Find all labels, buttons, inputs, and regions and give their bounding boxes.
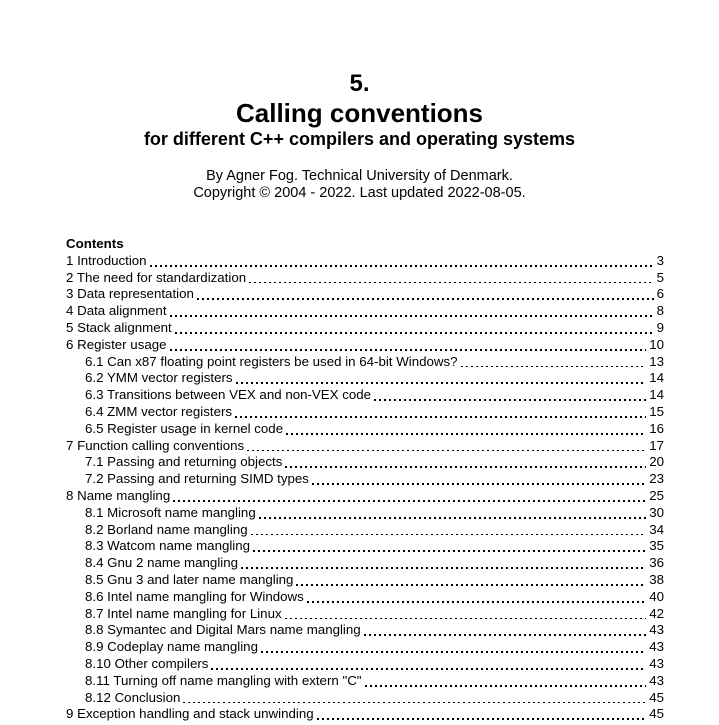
toc-leader-dots <box>235 416 646 418</box>
toc-entry[interactable] <box>66 690 664 707</box>
toc-entry-page-number: 38 <box>649 571 664 587</box>
toc-entry[interactable] <box>66 706 664 723</box>
toc-leader-dots <box>286 433 646 435</box>
toc-entry-label: 5 Stack alignment <box>66 319 172 335</box>
toc-entry-page-number: 5 <box>656 269 664 285</box>
toc-entry-label: 6 Register usage <box>66 336 167 352</box>
toc-entry[interactable] <box>66 505 664 522</box>
toc-entry[interactable] <box>66 538 664 555</box>
toc-leader-dots <box>197 298 654 300</box>
toc-entry-page-number: 9 <box>656 319 664 335</box>
toc-entry[interactable] <box>66 572 664 589</box>
toc-entry-page-number: 42 <box>649 605 664 621</box>
toc-entry[interactable] <box>66 370 664 387</box>
table-of-contents <box>66 236 664 723</box>
toc-leader-dots <box>365 685 647 687</box>
author-line: By Agner Fog. Technical University of Denmark. <box>206 168 513 184</box>
toc-entry[interactable] <box>66 354 664 371</box>
toc-leader-dots <box>241 567 646 569</box>
toc-entry-page-number: 40 <box>649 588 664 604</box>
toc-entry[interactable] <box>66 438 664 455</box>
toc-entry-label: 6.3 Transitions between VEX and non-VEX code <box>85 387 372 403</box>
toc-entry-page-number: 14 <box>649 387 664 403</box>
toc-entry-label: 7.2 Passing and returning SIMD types <box>85 471 309 487</box>
toc-entry-label: 8 Name mangling <box>66 487 171 503</box>
toc-entry[interactable] <box>66 622 664 639</box>
toc-entry[interactable] <box>66 270 664 287</box>
toc-leader-dots <box>285 618 647 620</box>
toc-entry[interactable] <box>66 286 664 303</box>
toc-entry-page-number: 34 <box>649 521 664 537</box>
toc-entry-page-number: 25 <box>649 487 664 503</box>
toc-leader-dots <box>173 500 646 502</box>
toc-leader-dots <box>247 450 646 452</box>
toc-entry-label: 7.1 Passing and returning objects <box>85 454 283 470</box>
toc-entry[interactable] <box>66 589 664 606</box>
toc-entry-label: 1 Introduction <box>66 252 147 268</box>
toc-entry-page-number: 30 <box>649 504 664 520</box>
toc-leader-dots <box>183 702 646 704</box>
toc-entry[interactable] <box>66 303 664 320</box>
toc-entry-page-number: 36 <box>649 555 664 571</box>
toc-leader-dots <box>150 265 654 267</box>
toc-entry-page-number: 13 <box>649 353 664 369</box>
toc-entry-label: 4 Data alignment <box>66 303 167 319</box>
toc-entry[interactable] <box>66 673 664 690</box>
toc-leader-dots <box>170 349 647 351</box>
toc-leader-dots <box>461 366 647 368</box>
toc-entry-label: 6.5 Register usage in kernel code <box>85 420 284 436</box>
toc-entry-page-number: 8 <box>656 303 664 319</box>
toc-entry[interactable] <box>66 606 664 623</box>
toc-entry-page-number: 23 <box>649 471 664 487</box>
toc-entry-page-number: 43 <box>649 672 664 688</box>
toc-entry-label: 8.3 Watcom name mangling <box>85 538 251 554</box>
toc-entry[interactable] <box>66 421 664 438</box>
toc-entry[interactable] <box>66 555 664 572</box>
toc-entry[interactable] <box>66 387 664 404</box>
toc-leader-dots <box>307 601 646 603</box>
toc-entry-page-number: 14 <box>649 370 664 386</box>
toc-entry[interactable] <box>66 639 664 656</box>
toc-entry-page-number: 35 <box>649 538 664 554</box>
toc-entry[interactable] <box>66 522 664 539</box>
toc-entry-list <box>66 253 664 723</box>
contents-heading: Contents <box>66 236 124 251</box>
byline <box>0 168 719 202</box>
document-subtitle: for different C++ compilers and operating systems <box>143 129 576 149</box>
toc-entry-page-number: 43 <box>649 655 664 671</box>
toc-entry-label: 8.9 Codeplay name mangling <box>85 639 258 655</box>
toc-leader-dots <box>211 668 646 670</box>
toc-entry-label: 8.2 Borland name mangling <box>85 521 248 537</box>
toc-entry[interactable] <box>66 454 664 471</box>
toc-leader-dots <box>285 466 646 468</box>
toc-leader-dots <box>261 651 646 653</box>
chapter-number: 5. <box>349 70 370 97</box>
toc-leader-dots <box>251 534 647 536</box>
toc-entry[interactable] <box>66 471 664 488</box>
toc-entry-label: 6.4 ZMM vector registers <box>85 403 233 419</box>
toc-leader-dots <box>317 718 647 720</box>
toc-entry-label: 8.12 Conclusion <box>85 689 181 705</box>
toc-entry[interactable] <box>66 253 664 270</box>
toc-entry-label: 7 Function calling conventions <box>66 437 245 453</box>
toc-entry-label: 8.4 Gnu 2 name mangling <box>85 555 239 571</box>
toc-leader-dots <box>249 282 653 284</box>
toc-entry-page-number: 6 <box>656 286 664 302</box>
toc-entry-label: 6.1 Can x87 floating point registers be used in 64-bit Windows? <box>85 353 458 369</box>
toc-leader-dots <box>312 483 646 485</box>
toc-entry-page-number: 16 <box>649 420 664 436</box>
document-header <box>0 0 719 151</box>
toc-entry-label: 8.11 Turning off name mangling with extern "C" <box>85 672 362 688</box>
toc-leader-dots <box>170 315 654 317</box>
toc-entry-page-number: 3 <box>656 252 664 268</box>
toc-leader-dots <box>236 382 647 384</box>
toc-entry-page-number: 20 <box>649 454 664 470</box>
toc-entry-label: 2 The need for standardization <box>66 269 247 285</box>
toc-leader-dots <box>374 399 646 401</box>
toc-leader-dots <box>175 332 654 334</box>
toc-entry-page-number: 15 <box>649 403 664 419</box>
toc-entry-label: 8.10 Other compilers <box>85 655 209 671</box>
toc-entry[interactable] <box>66 656 664 673</box>
toc-entry[interactable] <box>66 337 664 354</box>
copyright-line: Copyright © 2004 - 2022. Last updated 2022-08-05. <box>193 185 526 201</box>
toc-entry-label: 8.1 Microsoft name mangling <box>85 504 256 520</box>
toc-entry-page-number: 43 <box>649 639 664 655</box>
document-title: Calling conventions <box>235 98 484 128</box>
toc-entry-label: 8.5 Gnu 3 and later name mangling <box>85 571 294 587</box>
toc-leader-dots <box>253 550 646 552</box>
toc-entry-label: 3 Data representation <box>66 286 194 302</box>
toc-entry-page-number: 45 <box>649 689 664 705</box>
toc-entry-label: 8.6 Intel name mangling for Windows <box>85 588 304 604</box>
toc-entry[interactable] <box>66 404 664 421</box>
toc-entry-label: 8.8 Symantec and Digital Mars name mangling <box>85 622 361 638</box>
toc-leader-dots <box>296 584 646 586</box>
toc-entry[interactable] <box>66 488 664 505</box>
toc-entry-label: 6.2 YMM vector registers <box>85 370 233 386</box>
toc-entry-label: 9 Exception handling and stack unwinding <box>66 706 314 722</box>
toc-entry-page-number: 17 <box>649 437 664 453</box>
toc-entry-page-number: 10 <box>649 336 664 352</box>
toc-entry-label: 8.7 Intel name mangling for Linux <box>85 605 282 621</box>
toc-entry-page-number: 45 <box>649 706 664 722</box>
toc-entry[interactable] <box>66 320 664 337</box>
toc-leader-dots <box>259 517 646 519</box>
toc-leader-dots <box>364 634 647 636</box>
toc-entry-page-number: 43 <box>649 622 664 638</box>
